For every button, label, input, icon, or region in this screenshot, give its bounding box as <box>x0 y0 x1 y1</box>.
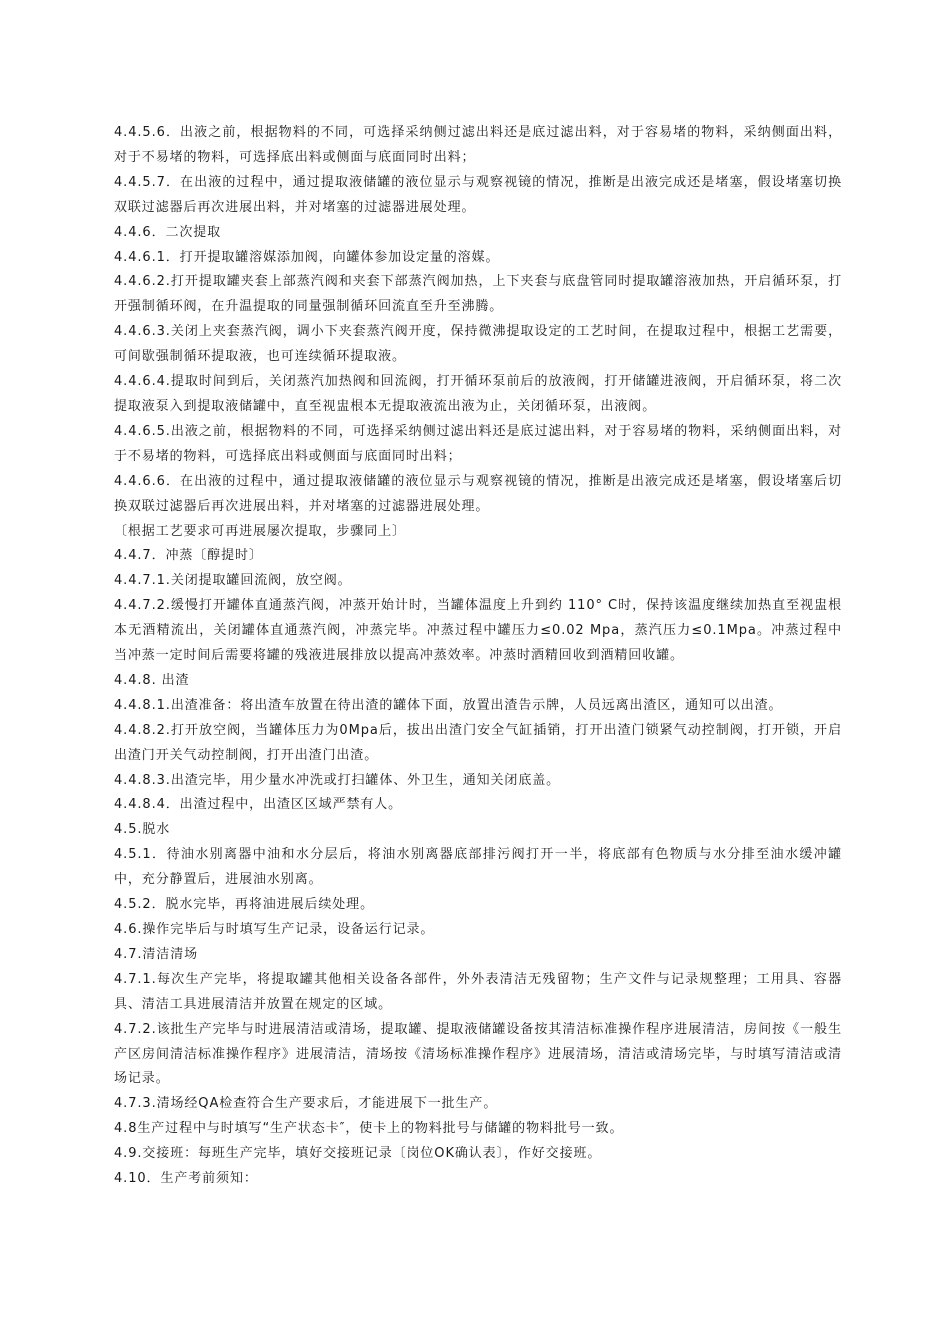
para-4-4-8-2: 4.4.8.2.打开放空阀，当罐体压力为0Mpa后，拔出出渣门安全气缸插销，打开出渣门锁紧气动控制阀，打开锁，开启出渣门开关气动控制阀，打开出渣门出渣。 <box>114 722 842 763</box>
para-4-5-1: 4.5.1．待油水别离器中油和水分层后，将油水别离器底部排污阀打开一半，将底部有色物质与水分排至油水缓冲罐中，充分静置后，进展油水别离。 <box>114 847 842 888</box>
heading-4-4-7: 4.4.7．冲蒸〔醇提时〕 <box>114 548 263 564</box>
heading-4-7: 4.7.清洁清场 <box>114 946 199 962</box>
para-4-9: 4.9.交接班：每班生产完毕，填好交接班记录〔岗位OK确认表〕，作好交接班。 <box>114 1146 602 1162</box>
document-body <box>114 121 842 1192</box>
para-4-8: 4.8生产过程中与时填写“生产状态卡″，使卡上的物料批号与储罐的物料批号一致。 <box>114 1121 624 1137</box>
para-4-4-6-5: 4.4.6.5.出液之前，根据物料的不同，可选择采纳侧过滤出料还是底过滤出料，对于容易堵的物料，采纳侧面出料，对于不易堵的物料，可选择底出料或侧面与底面同时出料； <box>114 423 842 464</box>
note-repeat-extraction: 〔根据工艺要求可再进展屡次提取，步骤同上〕 <box>114 523 406 539</box>
heading-4-4-8: 4.4.8. 出渣 <box>114 672 190 688</box>
para-4-4-8-4: 4.4.8.4．出渣过程中，出渣区区域严禁有人。 <box>114 797 403 813</box>
para-4-4-6-1: 4.4.6.1．打开提取罐溶媒添加阀，向罐体参加设定量的溶媒。 <box>114 249 500 265</box>
heading-4-4-6: 4.4.6．二次提取 <box>114 224 222 240</box>
para-4-4-7-2: 4.4.7.2.缓慢打开罐体直通蒸汽阀，冲蒸开始计时，当罐体温度上升到约 110° C时，保持该温度继续加热直至视盅根本无酒精流出，关闭罐体直通蒸汽阀，冲蒸完毕。冲蒸过程中罐压力≤0.02 Mpa，蒸汽压力≤0.1Mpa。冲蒸过程中当冲蒸一定时间后需要将罐的残液进展排放以提高冲蒸效率。冲蒸时酒精回收到酒精回收罐。 <box>114 598 842 664</box>
para-4-4-5-6: 4.4.5.6．出液之前，根据物料的不同，可选择采纳侧过滤出料还是底过滤出料，对于容易堵的物料，采纳侧面出料，对于不易堵的物料，可选择底出料或侧面与底面同时出料； <box>114 125 842 165</box>
para-4-6: 4.6.操作完毕后与时填写生产记录，设备运行记录。 <box>114 922 435 937</box>
para-4-4-6-6: 4.4.6.6．在出液的过程中，通过提取液储罐的液位显示与观察视镜的情况，推断是出液完成还是堵塞，假设堵塞后切换双联过滤器后再次进展出料，并对堵塞的过滤器进展处理。 <box>114 473 842 514</box>
para-4-4-8-1: 4.4.8.1.出渣准备：将出渣车放置在待出渣的罐体下面，放置出渣告示牌，人员远离出渣区，通知可以出渣。 <box>114 697 783 713</box>
para-4-4-6-3: 4.4.6.3.关闭上夹套蒸汽阀，调小下夹套蒸汽阀开度，保持微沸提取设定的工艺时间，在提取过程中，根据工艺需要，可间歇强制循环提取液，也可连续循环提取液。 <box>114 324 842 365</box>
para-4-7-3: 4.7.3.清场经QA检查符合生产要求后，才能进展下一批生产。 <box>114 1096 498 1112</box>
para-4-4-6-4: 4.4.6.4.提取时间到后，关闭蒸汽加热阀和回流阀，打开循环泵前后的放液阀，打开储罐进液阀，开启循环泵，将二次提取液泵入到提取液储罐中，直至视盅根本无提取液流出液为止，关闭循环泵，出液阀。 <box>114 374 842 414</box>
para-4-7-2: 4.7.2.该批生产完毕与时进展清洁或清场，提取罐、提取液储罐设备按其清洁标准操作程序进展清洁，房间按《一般生产区房间清洁标准操作程序》进展清洁，清场按《清场标准操作程序》进展清场，清洁或清场完毕，与时填写清洁或清场记录。 <box>114 1021 842 1087</box>
heading-4-5: 4.5.脱水 <box>114 822 171 838</box>
heading-4-10: 4.10．生产考前须知： <box>114 1171 258 1187</box>
para-4-4-6-2: 4.4.6.2.打开提取罐夹套上部蒸汽阀和夹套下部蒸汽阀加热，上下夹套与底盘管同时提取罐溶液加热，开启循环泵，打开强制循环阀，在升温提取的同量强制循环回流直至升至沸腾。 <box>114 274 842 315</box>
para-4-5-2: 4.5.2．脱水完毕，再将油进展后续处理。 <box>114 897 374 913</box>
para-4-4-7-1: 4.4.7.1.关闭提取罐回流阀，放空阀。 <box>114 573 352 589</box>
para-4-4-5-7: 4.4.5.7．在出液的过程中，通过提取液储罐的液位显示与观察视镜的情况，推断是出液完成还是堵塞，假设堵塞切换双联过滤器后再次进展出料，并对堵塞的过滤器进展处理。 <box>114 174 842 215</box>
para-4-4-8-3: 4.4.8.3.出渣完毕，用少量水冲洗或打扫罐体、外卫生，通知关闭底盖。 <box>114 772 561 788</box>
para-4-7-1: 4.7.1.每次生产完毕，将提取罐其他相关设备各部件，外外表清洁无残留物；生产文件与记录规整理；工用具、容器具、清洁工具进展清洁并放置在规定的区域。 <box>114 971 842 1012</box>
